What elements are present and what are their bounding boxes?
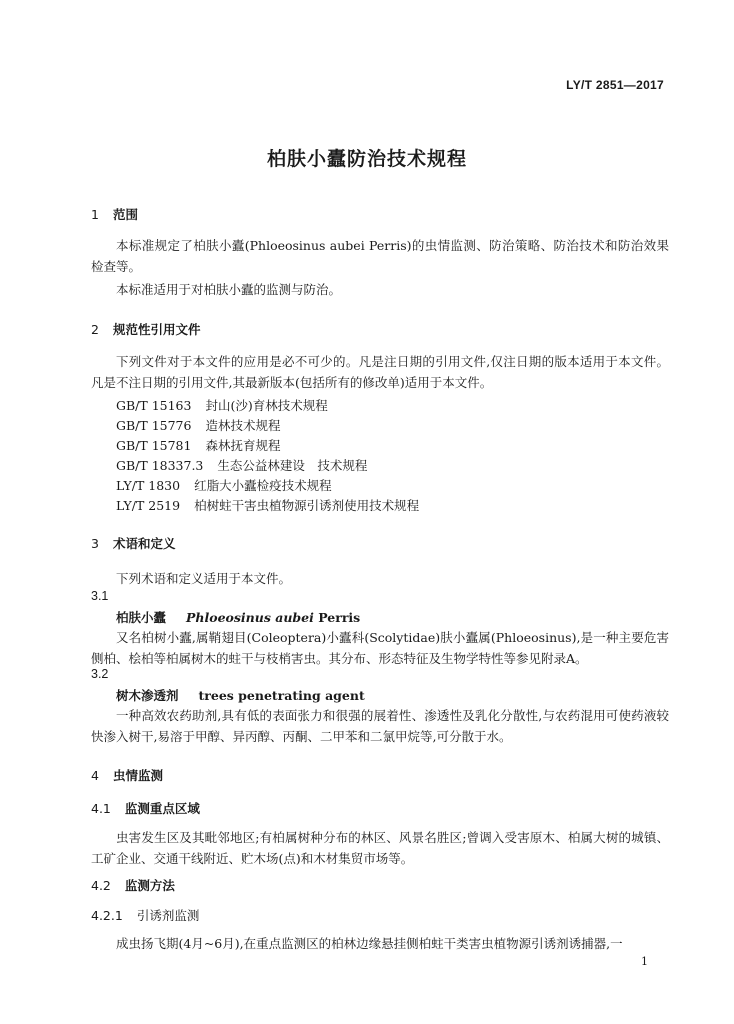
term-author: Perris [313,610,361,625]
reference-code: LY/T 1830 [116,478,181,493]
reference-code: GB/T 15163 [116,398,192,413]
section-1-paragraph-1: 本标准规定了柏肤小蠹(Phloeosinus aubei Perris)的虫情监测、防治策略、防治技术和防治效果检查等。 [91,238,669,274]
section-2-paragraph: 下列文件对于本文件的应用是必不可少的。凡是注日期的引用文件,仅注日期的版本适用于本文件。凡是不注日期的引用文件,其最新版本(包括所有的修改单)适用于本文件。 [91,354,669,390]
section-1-heading [91,205,138,223]
reference-title: 柏树蛀干害虫植物源引诱剂使用技术规程 [194,498,420,513]
term-english: trees penetrating agent [198,688,365,703]
reference-item [116,456,367,474]
term-entry [116,608,360,626]
reference-title: 红脂大小蠹检疫技术规程 [194,478,332,493]
section-title: 虫情监测 [112,768,163,783]
section-3-heading [91,534,175,552]
reference-item [116,436,280,454]
section-3-intro: 下列术语和定义适用于本文件。 [116,571,292,586]
section-4-2-heading [91,876,175,894]
section-number: 4.2 [91,878,111,893]
section-4-1-paragraph: 虫害发生区及其毗邻地区;有柏属树种分布的林区、风景名胜区;曾调入受害原木、柏属大树的城镇、工矿企业、交通干线附近、贮木场(点)和木材集贸市场等。 [91,830,669,866]
clause-number: 3.1 [91,589,109,603]
section-title: 监测方法 [124,878,175,893]
term-english [186,610,360,625]
section-number: 1 [91,207,99,222]
term-latin-name: Phloeosinus aubei [186,610,314,625]
reference-title: 生态公益林建设 技术规程 [217,458,368,473]
reference-code: LY/T 2519 [116,498,181,513]
section-number: 2 [91,322,99,337]
section-4-1-heading [91,799,200,817]
section-number: 4 [91,768,99,783]
reference-item [116,496,419,514]
reference-title: 造林技术规程 [205,418,281,433]
section-1-paragraph-2: 本标准适用于对柏肤小蠹的监测与防治。 [116,282,342,297]
reference-item [116,396,328,414]
reference-item [116,416,280,434]
document-number: LY/T 2851—2017 [566,78,664,92]
document-title: 柏肤小蠹防治技术规程 [266,148,467,170]
term-entry [116,686,365,704]
term-chinese: 柏肤小蠹 [116,610,167,625]
clause-number: 3.2 [91,667,109,681]
section-title: 术语和定义 [112,536,176,551]
section-title: 规范性引用文件 [112,322,201,337]
section-title: 范围 [112,207,138,222]
section-number: 4.1 [91,801,111,816]
reference-item [116,476,332,494]
reference-title: 森林抚育规程 [205,438,281,453]
section-4-2-1-heading [91,906,199,924]
reference-code: GB/T 15781 [116,438,192,453]
term-definition: 一种高效农药助剂,具有低的表面张力和很强的展着性、渗透性及乳化分散性,与农药混用可使药液较快渗入树干,易溶于甲醇、异丙醇、丙酮、二甲苯和二氯甲烷等,可分散于水。 [91,708,669,744]
reference-code: GB/T 18337.3 [116,458,204,473]
term-chinese: 树木渗透剂 [116,688,179,703]
section-number: 4.2.1 [91,908,123,923]
reference-title: 封山(沙)育林技术规程 [205,398,328,413]
term-definition: 又名柏树小蠹,属鞘翅目(Coleoptera)小蠹科(Scolytidae)肤小蠹属(Phloeosinus),是一种主要危害侧柏、桧柏等柏属树木的蛀干与枝梢害虫。其分布、形态特征及生物学特性等参见附录A。 [91,630,669,666]
section-2-heading [91,320,200,338]
section-number: 3 [91,536,99,551]
section-title: 引诱剂监测 [136,908,200,923]
section-4-heading [91,766,163,784]
section-4-2-1-paragraph: 成虫扬飞期(4月~6月),在重点监测区的柏林边缘悬挂侧柏蛀干类害虫植物源引诱剂诱捕器,一 [116,936,623,951]
page-number: 1 [641,955,648,968]
section-title: 监测重点区域 [124,801,200,816]
reference-code: GB/T 15776 [116,418,192,433]
